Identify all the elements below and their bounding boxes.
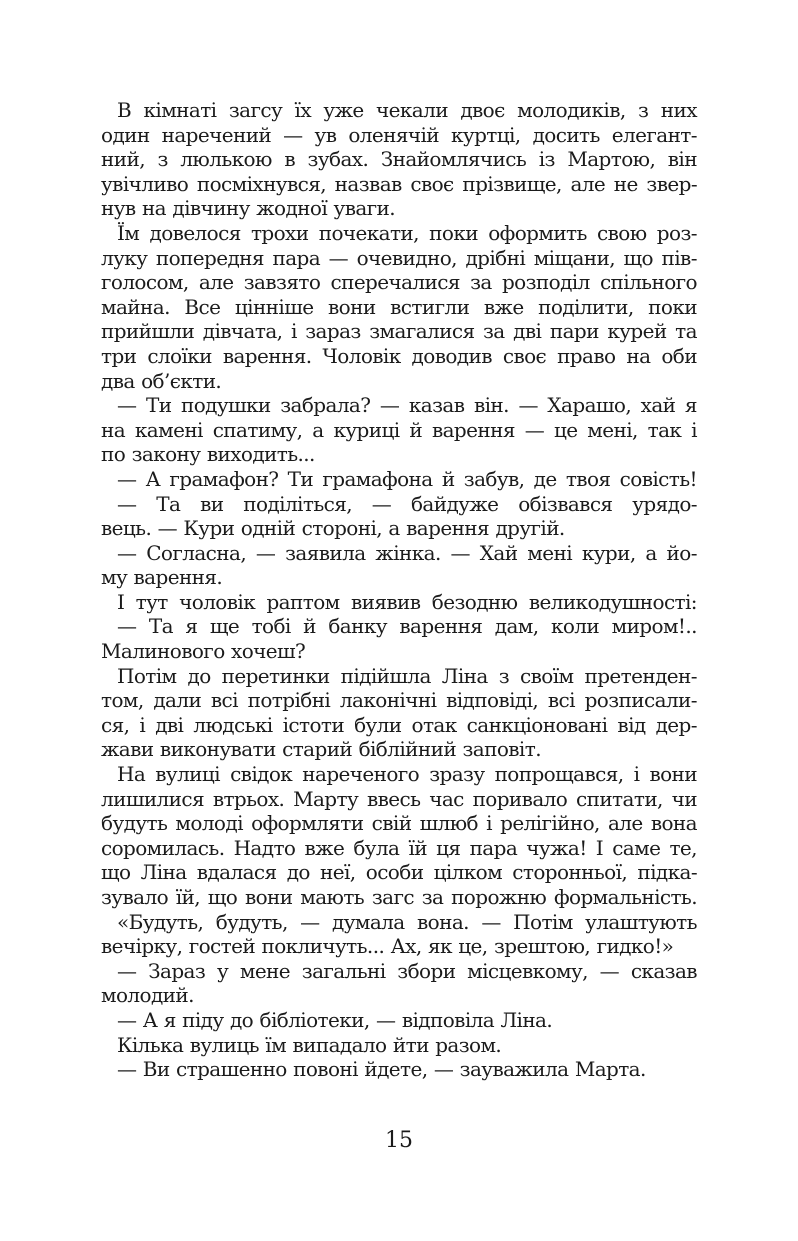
text-line: — Согласна, — заявила жінка. — Хай мені кури, а йо- bbox=[117, 540, 697, 565]
text-line: майна. Все цінніше вони встигли вже поділити, поки bbox=[101, 294, 697, 319]
text-line: три слоїки варення. Чоловік доводив своє право на оби bbox=[101, 343, 697, 368]
text-line: один наречений — ув оленячій куртці, досить елегант- bbox=[101, 122, 697, 147]
text-line: будуть молоді оформляти свій шлюб і релігійно, але вона bbox=[101, 811, 697, 836]
text-line: ся, і дві людські істоти були отак санкціоновані від дер- bbox=[101, 712, 697, 737]
text-line: нув на дівчину жодної уваги. bbox=[101, 196, 396, 221]
text-line: — Та я ще тобі й банку варення дам, коли миром!.. bbox=[117, 614, 697, 639]
text-line: увічливо посміхнувся, назвав своє прізвище, але не звер- bbox=[101, 171, 697, 196]
text-line: луку попередня пара — очевидно, дрібні міщани, що пів- bbox=[101, 245, 697, 270]
text-line: В кімнаті загсу їх уже чекали двоє молодиків, з них bbox=[117, 98, 697, 122]
text-line: «Будуть, будуть, — думала вона. — Потім улаштують bbox=[117, 909, 697, 934]
text-line: соромилась. Надто вже була їй ця пара чужа! І саме те, bbox=[101, 835, 697, 860]
text-line: І тут чоловік раптом виявив безодню великодушності: bbox=[117, 589, 697, 614]
text-line: прийшли дівчата, і зараз змагалися за дві пари курей та bbox=[101, 319, 697, 344]
text-line: Їм довелося трохи почекати, поки оформить свою роз- bbox=[117, 220, 697, 245]
text-line: ний, з люлькою в зубах. Знайомлячись із Мартою, він bbox=[101, 147, 697, 172]
text-line: — Ви страшенно повоні йдете, — зауважила Марта. bbox=[117, 1057, 646, 1082]
text-line: вець. — Кури одній стороні, а варення другій. bbox=[101, 516, 565, 541]
page-body-text bbox=[101, 98, 697, 1082]
text-line: — Та ви поділіться, — байдуже обізвався урядо- bbox=[117, 491, 697, 516]
text-line: — А я піду до бібліотеки, — відповіла Ліна. bbox=[117, 1007, 553, 1032]
text-line: Малинового хочеш? bbox=[101, 639, 306, 664]
text-line: по закону виходить... bbox=[101, 442, 315, 467]
text-line: зувало їй, що вони мають загс за порожню формальність. bbox=[101, 885, 697, 909]
text-line: Кілька вулиць їм випадало йти разом. bbox=[117, 1032, 502, 1057]
text-line: — Зараз у мене загальні збори місцевкому, — сказав bbox=[117, 958, 697, 983]
text-line: му варення. bbox=[101, 565, 223, 590]
text-line: молодий. bbox=[101, 983, 194, 1008]
page-number: 15 bbox=[385, 1128, 413, 1153]
text-line: вечірку, гостей покличуть... Ах, як це, зрештою, гидко!» bbox=[101, 934, 674, 959]
text-line: на камені спатиму, а куриці й варення — це мені, так і bbox=[101, 417, 697, 442]
text-line: — А грамафон? Ти грамафона й забув, де твоя совість! bbox=[117, 466, 697, 491]
text-line: два об’єкти. bbox=[101, 368, 222, 393]
text-line: лишилися втрьох. Марту ввесь час поривало спитати, чи bbox=[101, 786, 697, 811]
text-line: том, дали всі потрібні лаконічні відповіді, всі розписали- bbox=[101, 688, 697, 713]
text-line: На вулиці свідок нареченого зразу попрощався, і вони bbox=[117, 762, 697, 787]
text-line: Потім до перетинки підійшла Ліна з своїм претенден- bbox=[117, 663, 697, 688]
text-line: голосом, але завзято сперечалися за розподіл спільного bbox=[101, 270, 697, 295]
text-line: жави виконувати старий біблійний заповіт. bbox=[101, 737, 541, 762]
text-line: — Ти подушки забрала? — казав він. — Харашо, хай я bbox=[117, 393, 697, 418]
text-line: що Ліна вдалася до неї, особи цілком сторонньої, підка- bbox=[101, 860, 697, 885]
